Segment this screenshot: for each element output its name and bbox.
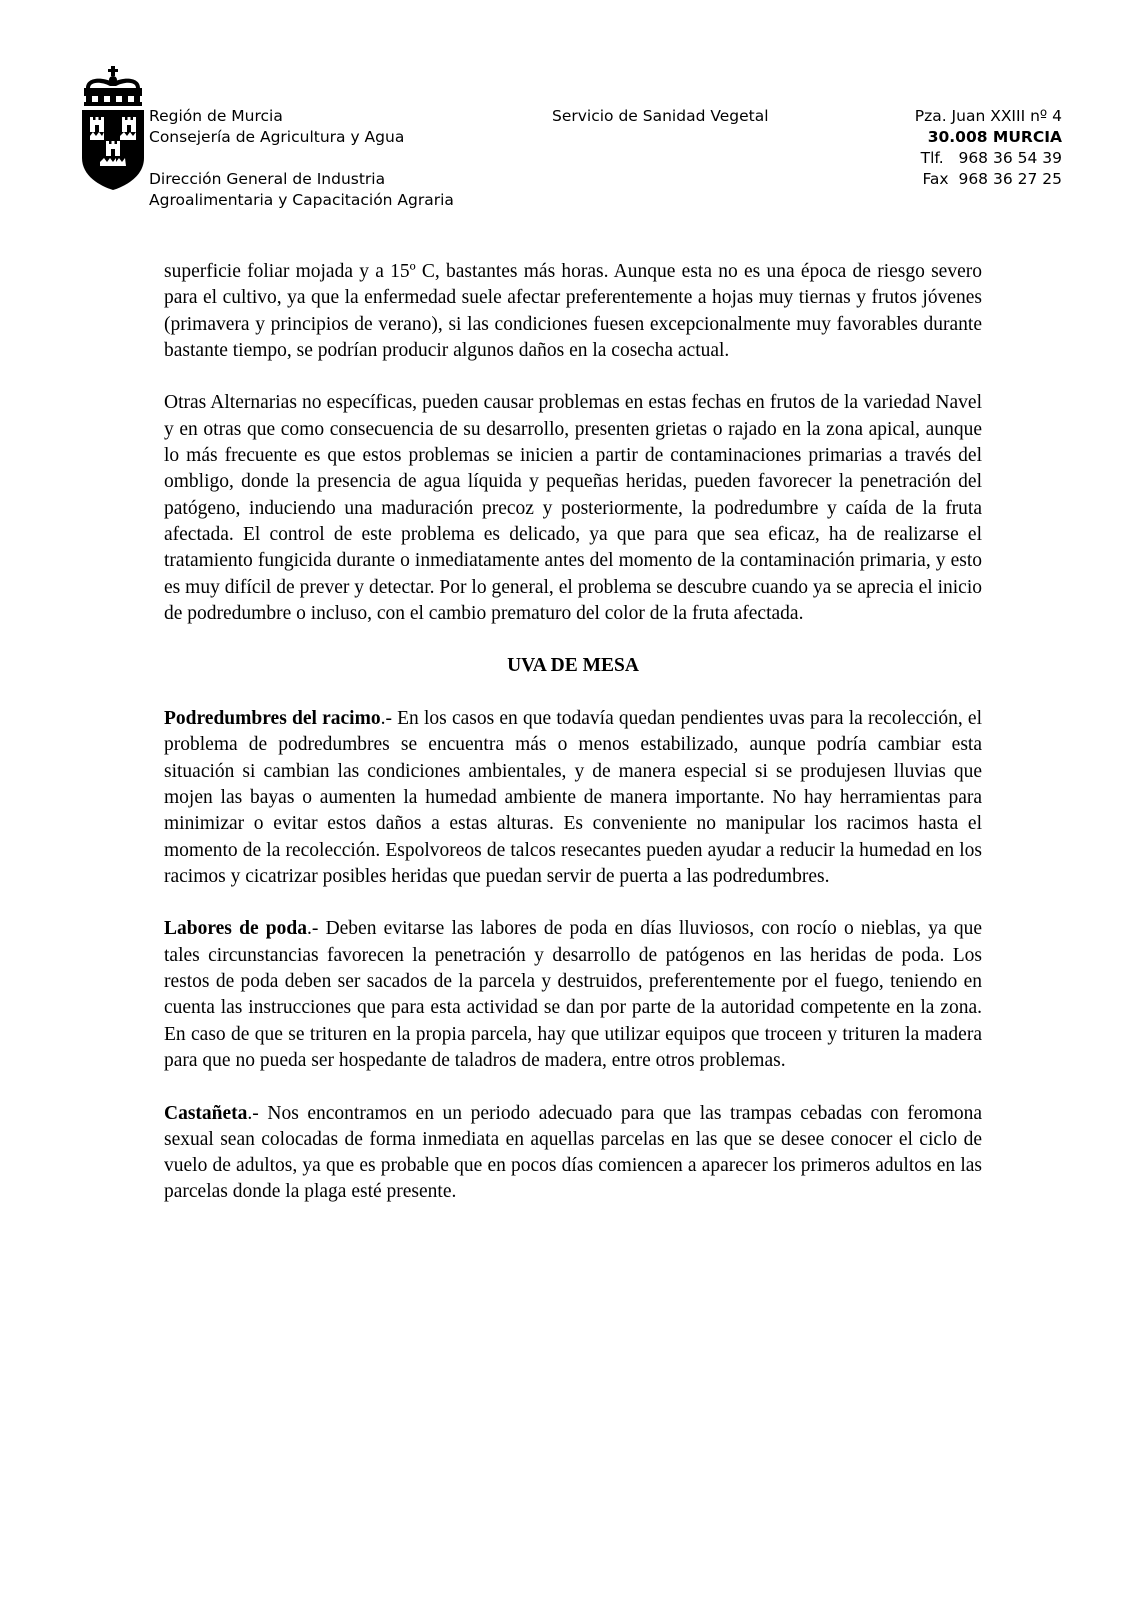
address-phone: Tlf. 968 36 54 39 [920,149,1062,167]
paragraph-labores-de-poda [164,916,982,1074]
address-fax: Fax 968 36 27 25 [922,170,1062,188]
direccion-line-1: Dirección General de Industria [149,170,386,188]
address-street: Pza. Juan XXIII nº 4 [914,107,1062,125]
poda-title: Labores de poda [164,918,307,940]
service-name: Servicio de Sanidad Vegetal [552,107,769,125]
address-city: 30.008 MURCIA [927,128,1062,146]
header-service [552,106,769,127]
podredumbres-text: .- En los casos en que todavía quedan pendientes uvas para la recolección, el problema de podredumbres se encuentra más o menos estabilizado, aunque podría cambiar esta situación si cambian las condiciones ambientales, y de manera especial si se produjesen lluvias que mojen las bayas o aumenten la humedad ambiente de manera importante. No hay herramientas para minimizar o evitar estos daños a estas alturas. Es conveniente no manipular los racimos hasta el momento de la recolección. Espolvoreos de talcos resecantes pueden ayudar a reducir la humedad en los racimos y cicatrizar posibles heridas que puedan servir de puerta a las podredumbres. [164,708,982,887]
podredumbres-title: Podredumbres del racimo [164,708,381,730]
region-murcia-coat-of-arms-logo [80,66,146,190]
paragraph-castaneta [164,1101,982,1206]
paragraph-otras-alternarias: Otras Alternarias no específicas, pueden causar problemas en estas fechas en frutos de la variedad Navel y en otras que como consecuencia de su desarrollo, presenten grietas o rajado en la zona apical, aunque lo más frecuente es que estos problemas se inicien a partir de contaminaciones primarias a través del ombligo, donde la presencia de agua líquida y pequeñas heridas, pueden favorecer la penetración del patógeno, induciendo una maduración precoz y posteriormente, la podredumbre y caída de la fruta afectada. El control de este problema es delicado, ya que para que sea eficaz, ha de realizarse el tratamiento fungicida durante o inmediatamente antes del momento de la contaminación primaria, y esto es muy difícil de prever y detectar. Por lo general, el problema se descubre cuando ya se aprecia el inicio de podredumbre o incluso, con el cambio prematuro del color de la fruta afectada. [164,392,982,624]
castaneta-title: Castañeta [164,1102,248,1124]
paragraph-podredumbres [164,706,982,890]
section-title-uva-de-mesa: UVA DE MESA [507,655,639,677]
document-body [164,259,982,1232]
region-name: Región de Murcia [149,107,283,125]
consejeria-name: Consejería de Agricultura y Agua [149,128,405,146]
castaneta-text: .- Nos encontramos en un periodo adecuado para que las trampas cebadas con feromona sexual sean colocadas de forma inmediata en aquellas parcelas en las que se desee conocer el ciclo de vuelo de adultos, ya que es probable que en pocos días comiencen a aparecer los primeros adultos en las parcelas donde la plaga esté presente. [164,1102,982,1203]
header-address [915,106,1062,190]
paragraph-alternaria-continued: superficie foliar mojada y a 15º C, bastantes más horas. Aunque esta no es una época de riesgo severo para el cultivo, ya que la enfermedad suele afectar preferentemente a hojas muy tiernas y frutos jóvenes (primavera y principios de verano), si las condiciones fuesen excepcionalmente muy favorables durante bastante tiempo, se podrían producir algunos daños en la cosecha actual. [164,261,982,361]
header-organization [149,106,454,211]
poda-text: .- Deben evitarse las labores de poda en días lluviosos, con rocío o nieblas, ya que tales circunstancias favorecen la penetración y desarrollo de patógenos en las heridas de poda. Los restos de poda deben ser sacados de la parcela y destruidos, preferentemente por el fuego, teniendo en cuenta las instrucciones que para esta actividad se dan por parte de la autoridad competente en la zona. En caso de que se trituren en la propia parcela, hay que utilizar equipos que troceen y trituren la madera para que no pueda ser hospedante de taladros de madera, entre otros problemas. [164,918,982,1071]
direccion-line-2: Agroalimentaria y Capacitación Agraria [149,191,454,209]
